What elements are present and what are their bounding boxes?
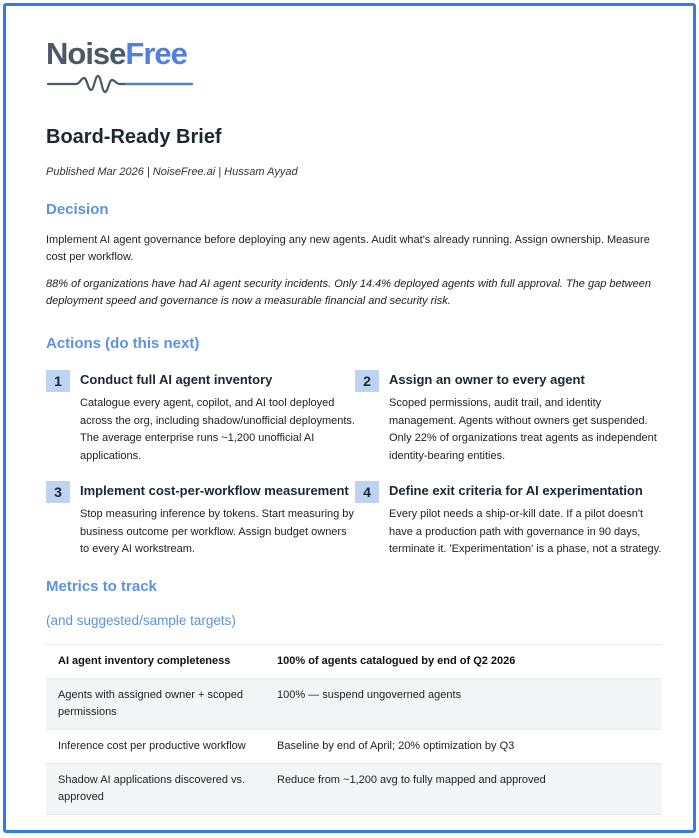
metrics-heading: Metrics to track bbox=[46, 577, 157, 595]
table-row bbox=[46, 678, 662, 729]
document-content bbox=[46, 36, 664, 815]
metrics-subheading: (and suggested/sample targets) bbox=[46, 612, 236, 628]
action-number-badge: 4 bbox=[355, 481, 379, 503]
table-cell: Agents with assigned owner + scoped permissions bbox=[46, 678, 265, 729]
table-cell: AI agent inventory completeness bbox=[46, 644, 265, 678]
action-title: Assign an owner to every agent bbox=[389, 372, 585, 387]
action-body: Catalogue every agent, copilot, and AI tool deployed across the org, including shadow/unofficial deployments. The average enterprise runs ~1,200 unofficial AI applications. bbox=[80, 397, 355, 462]
decision-text: Implement AI agent governance before deploying any new agents. Audit what's already running. Assign ownership. Measure cost per workflow. bbox=[46, 234, 650, 263]
logo-word-noise: Noise bbox=[46, 36, 126, 71]
action-number-badge: 2 bbox=[355, 370, 379, 392]
actions-grid bbox=[46, 368, 664, 573]
document-frame bbox=[3, 3, 696, 833]
action-title: Define exit criteria for AI experimentation bbox=[389, 483, 643, 498]
logo-word-free: Free bbox=[125, 36, 187, 71]
page-title: Board-Ready Brief bbox=[46, 126, 222, 148]
action-item bbox=[355, 479, 664, 559]
table-cell: 100% of agents catalogued by end of Q2 2026 bbox=[265, 644, 662, 678]
action-body: Every pilot needs a ship-or-kill date. If a pilot doesn't have a production path with governance in 90 days, terminate it. 'Experimentation' is a phase, not a strategy. bbox=[389, 508, 662, 555]
table-row bbox=[46, 763, 662, 814]
actions-heading: Actions (do this next) bbox=[46, 335, 200, 352]
table-row bbox=[46, 729, 662, 763]
table-cell: Inference cost per productive workflow bbox=[46, 729, 265, 763]
action-item bbox=[46, 479, 355, 559]
action-body: Scoped permissions, audit trail, and identity management. Agents without owners get suspended. Only 22% of organizations treat agents as independent identity-bearing entities. bbox=[389, 397, 657, 462]
action-item bbox=[46, 368, 355, 465]
action-item bbox=[355, 368, 664, 465]
action-number-badge: 1 bbox=[46, 370, 70, 392]
table-header-row bbox=[46, 644, 662, 678]
action-body: Stop measuring inference by tokens. Start measuring by business outcome per workflow. Assign budget owners to every AI workstream. bbox=[80, 508, 354, 555]
table-cell: 100% — suspend ungoverned agents bbox=[265, 678, 662, 729]
action-number-badge: 3 bbox=[46, 481, 70, 503]
decision-heading: Decision bbox=[46, 201, 109, 218]
table-cell: Reduce from ~1,200 avg to fully mapped and approved bbox=[265, 763, 662, 814]
logo-waveform-icon bbox=[46, 74, 194, 94]
action-title: Implement cost-per-workflow measurement bbox=[80, 483, 349, 498]
decision-stat: 88% of organizations have had AI agent security incidents. Only 14.4% deployed agents with full approval. The gap between deployment speed and governance is now a measurable financial and security risk. bbox=[46, 278, 651, 307]
metrics-table bbox=[46, 644, 662, 815]
noisefree-logo bbox=[46, 36, 664, 98]
byline: Published Mar 2026 | NoiseFree.ai | Hussam Ayyad bbox=[46, 166, 298, 178]
table-cell: Baseline by end of April; 20% optimization by Q3 bbox=[265, 729, 662, 763]
table-cell: Shadow AI applications discovered vs. approved bbox=[46, 763, 265, 814]
action-title: Conduct full AI agent inventory bbox=[80, 372, 273, 387]
